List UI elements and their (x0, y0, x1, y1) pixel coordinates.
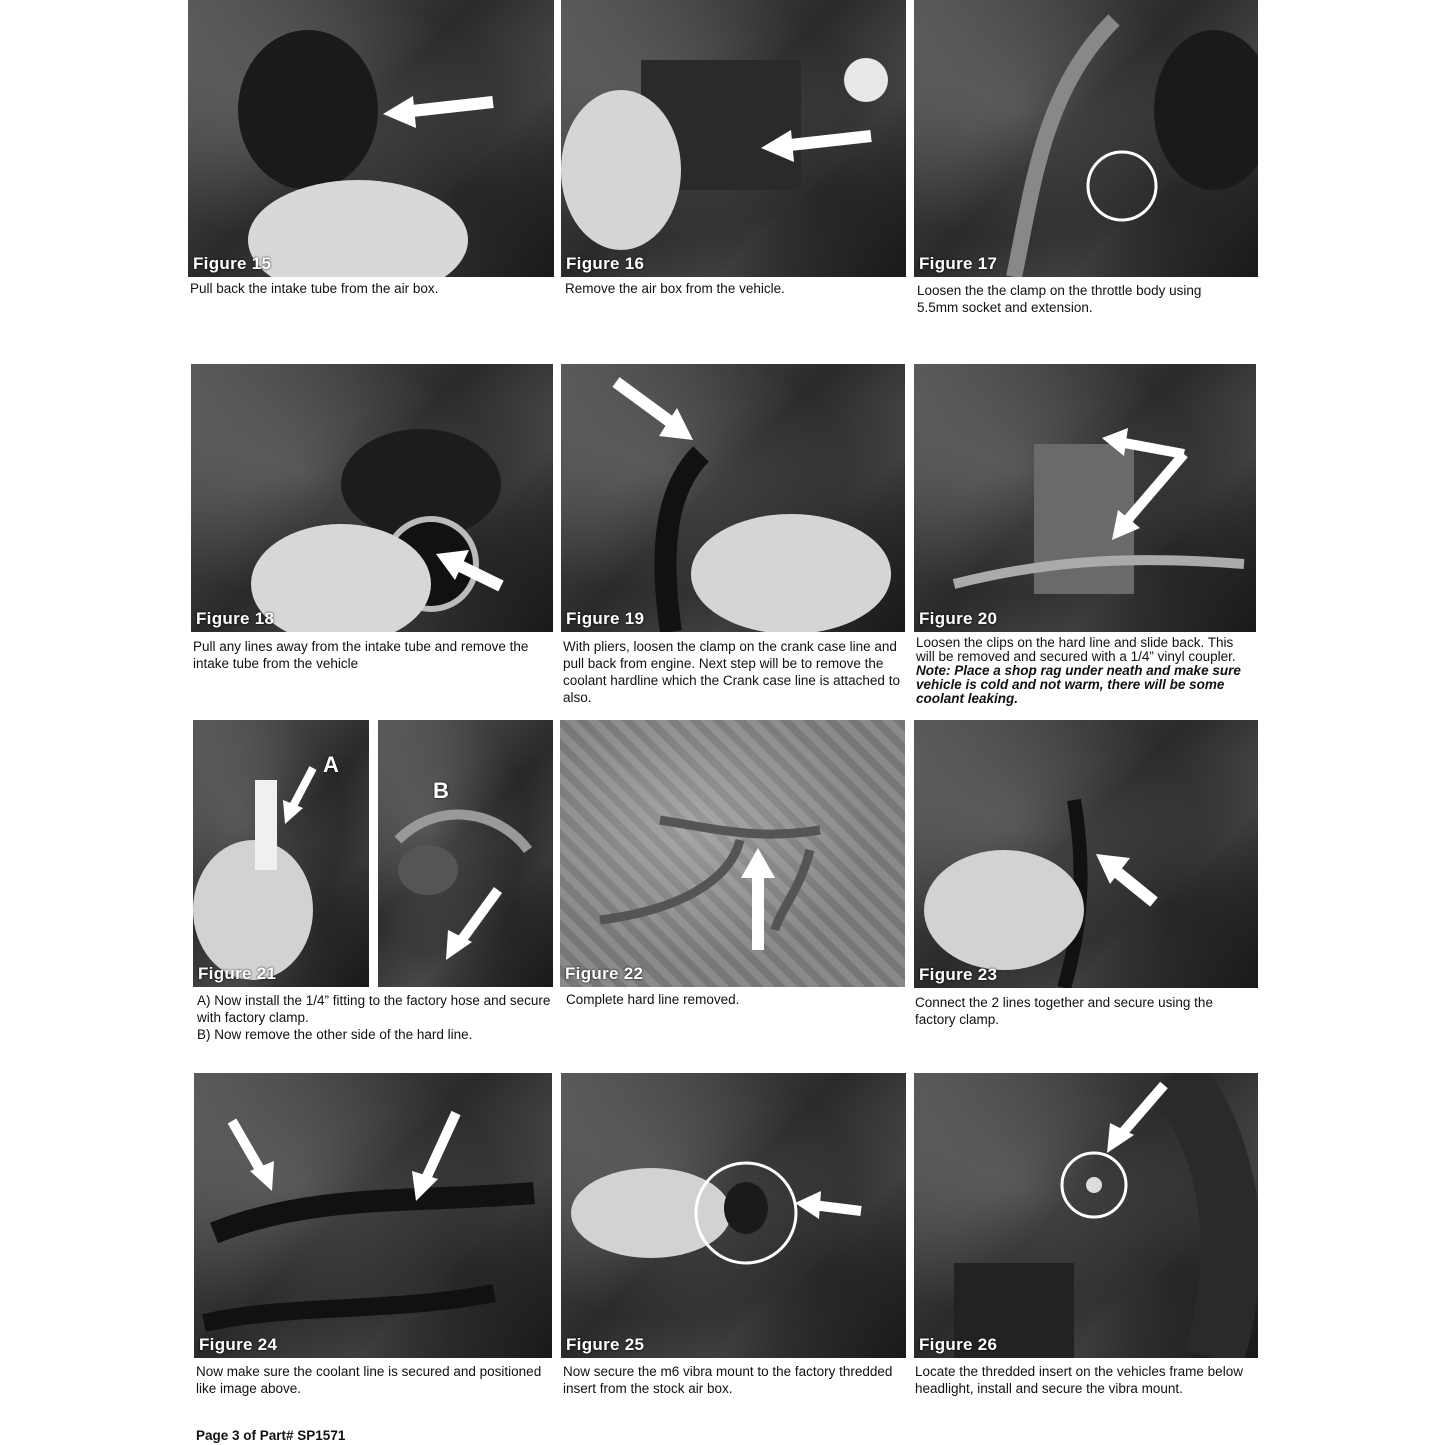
figure-23-caption: Connect the 2 lines together and secure using the factory clamp. (915, 995, 1213, 1027)
figure-24-caption: Now make sure the coolant line is secured and positioned like image above. (196, 1364, 542, 1396)
figure-18-caption: Pull any lines away from the intake tube and remove the intake tube from the vehicle (193, 639, 529, 671)
figure-16-caption: Remove the air box from the vehicle. (565, 281, 785, 296)
figure-23-label: Figure 23 (919, 965, 998, 984)
arrow-icon (194, 1073, 552, 1358)
figure-26-caption: Locate the thredded insert on the vehicles frame below headlight, install and secure the vibra mount. (915, 1364, 1243, 1396)
figure-20-photo (914, 364, 1256, 632)
arrow-icon (378, 720, 553, 987)
figure-19-caption: With pliers, loosen the clamp on the crank case line and pull back from engine. Next step will be to remove the coolant hardline which the Crank case line is attached to also. (563, 639, 900, 705)
figure-25-photo (561, 1073, 906, 1358)
figure-20-label: Figure 20 (919, 609, 998, 628)
figure-21a-photo (193, 720, 369, 987)
figure-22-caption: Complete hard line removed. (566, 992, 740, 1007)
arrow-icon (191, 364, 553, 632)
arrow-icon (193, 720, 369, 987)
figure-21-letter-a: A (323, 752, 339, 777)
figure-15-label: Figure 15 (193, 254, 272, 273)
highlight-circle-icon (914, 0, 1258, 277)
figure-15-caption: Pull back the intake tube from the air box. (190, 281, 439, 296)
figure-21-caption: A) Now install the 1/4” fitting to the factory hose and secure with factory clamp. B) Now remove the other side of the hard line. (197, 993, 551, 1042)
figure-22-photo (560, 720, 905, 987)
figure-23-photo (914, 720, 1258, 988)
page-footer: Page 3 of Part# SP1571 (196, 1428, 346, 1443)
figure-21-label: Figure 21 (198, 964, 277, 983)
figure-25-label: Figure 25 (566, 1335, 645, 1354)
arrow-icon (561, 364, 905, 632)
arrow-icon (561, 0, 906, 277)
figure-24-photo (194, 1073, 552, 1358)
figure-25-caption: Now secure the m6 vibra mount to the factory thredded insert from the stock air box. (563, 1364, 893, 1396)
figure-18-photo (191, 364, 553, 632)
figure-19-label: Figure 19 (566, 609, 645, 628)
figure-20-caption: Loosen the clips on the hard line and slide back. This will be removed and secured with a 1/4” vinyl coupler. Note: Place a shop rag under neath and make sure vehicle is cold and not warm, there will be some coolant leaking. (916, 635, 1241, 706)
figure-21-letter-b: B (433, 778, 449, 803)
figure-15-photo (188, 0, 554, 277)
figure-21b-photo (378, 720, 553, 987)
figure-16-label: Figure 16 (566, 254, 645, 273)
highlight-circle-icon (561, 1073, 906, 1358)
figure-24-label: Figure 24 (199, 1335, 278, 1354)
figure-22-label: Figure 22 (565, 964, 644, 983)
arrow-icon (188, 0, 554, 277)
highlight-circle-icon (914, 1073, 1258, 1358)
arrow-icon (560, 720, 905, 987)
figure-17-photo (914, 0, 1258, 277)
arrow-icon (914, 720, 1258, 988)
figure-26-photo (914, 1073, 1258, 1358)
figure-19-photo (561, 364, 905, 632)
figure-17-caption: Loosen the the clamp on the throttle body using 5.5mm socket and extension. (917, 283, 1202, 315)
figure-17-label: Figure 17 (919, 254, 998, 273)
figure-16-photo (561, 0, 906, 277)
figure-26-label: Figure 26 (919, 1335, 998, 1354)
figure-20-note: Note: Place a shop rag under neath and make sure vehicle is cold and not warm, there will be some coolant leaking. (916, 663, 1241, 706)
arrow-icon (914, 364, 1256, 632)
figure-18-label: Figure 18 (196, 609, 275, 628)
